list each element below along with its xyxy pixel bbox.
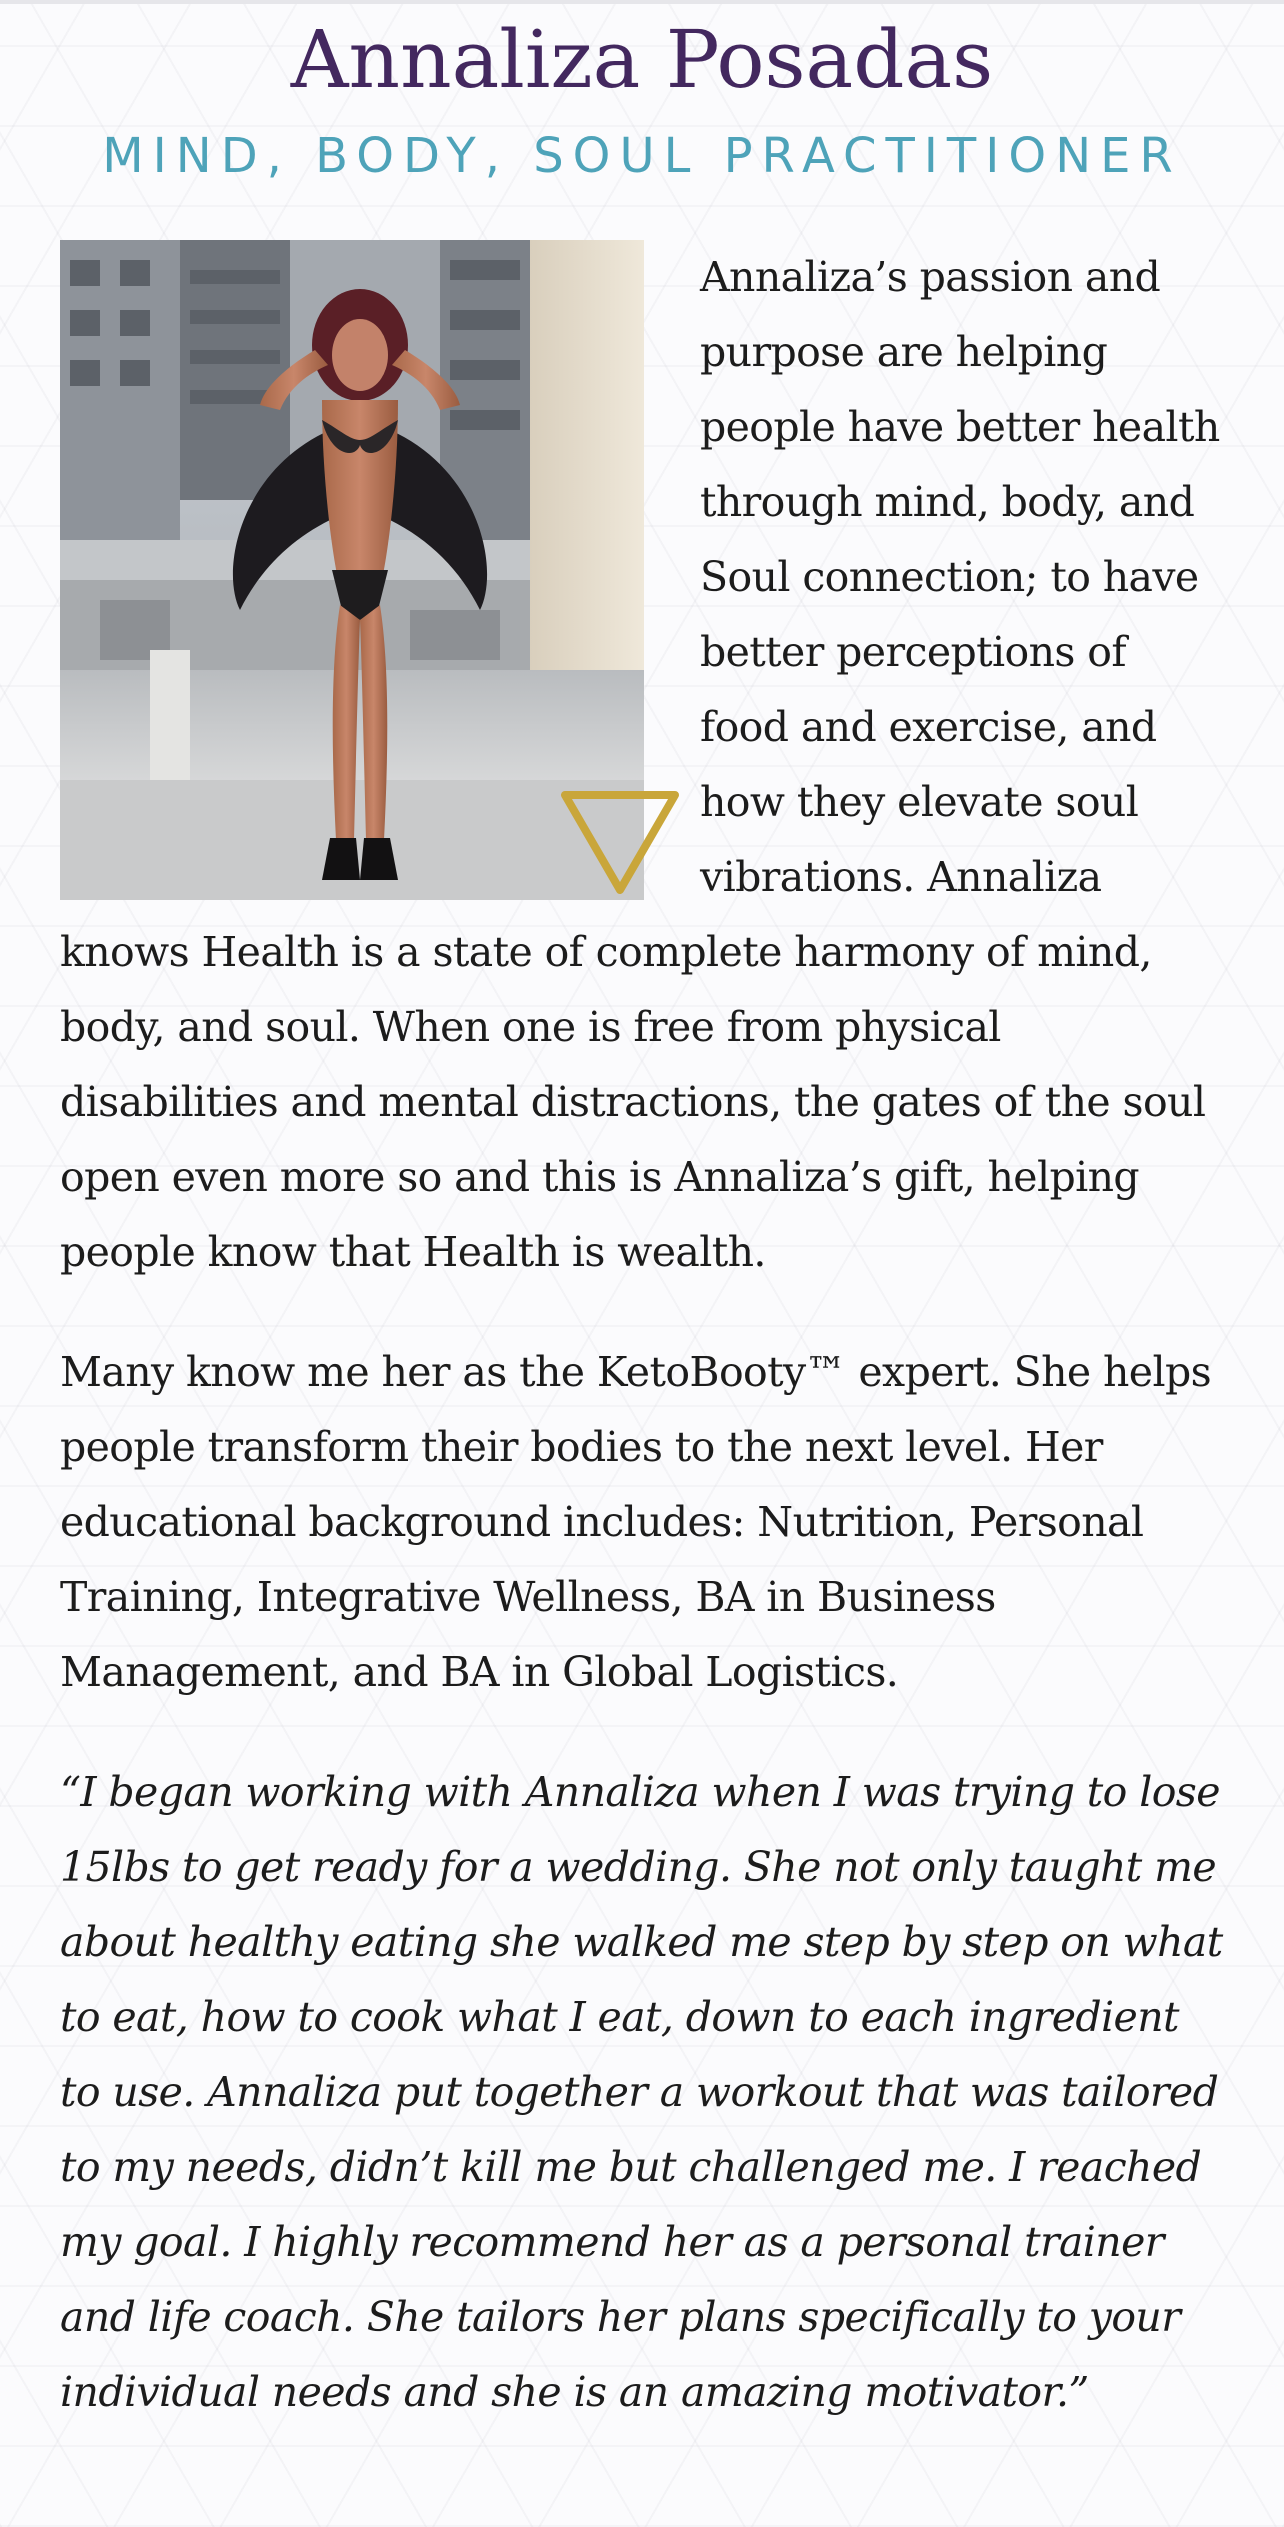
page-subtitle: MIND, BODY, SOUL PRACTITIONER — [102, 128, 1182, 184]
testimonial-quote: “I began working with Annaliza when I was trying to lose 15lbs to get ready for a wedding. She not only taught me about healthy eating she walked me step by step on what to eat, how to cook what I eat, down to each ingredient to use. Annaliza put together a workout that was tailored to my needs, didn’t kill me but challenged me. I reached my goal. I highly recommend her as a personal trainer and life coach. She tailors her plans specifically to your individual needs and she is an amazing motivator.” — [60, 1768, 1223, 2416]
page-title: Annaliza Posadas — [290, 13, 994, 106]
profile-photo — [60, 240, 644, 900]
bio-paragraph: Annaliza’s passion and purpose are helping people have better health through mind, body, and Soul connection; to have better perceptions of food and exercise, and how they elevate soul vibrations. Annaliza knows Health is a state of complete harmony of mind, body, and soul. When one is free from physical disabilities and mental distractions, the gates of the soul open even more so and this is Annaliza’s gift, helping people know that Health is wealth. — [60, 253, 1220, 1276]
bio-paragraph-credentials: Many know me her as the KetoBooty™ expert. She helps people transform their bodies to the next level. Her educational background includes: Nutrition, Personal Training, Integrative Wellness, BA in Business Management, and BA in Global Logistics. — [60, 1348, 1212, 1696]
bio-content — [60, 240, 1224, 2430]
profile-photo-graphic — [60, 240, 720, 920]
